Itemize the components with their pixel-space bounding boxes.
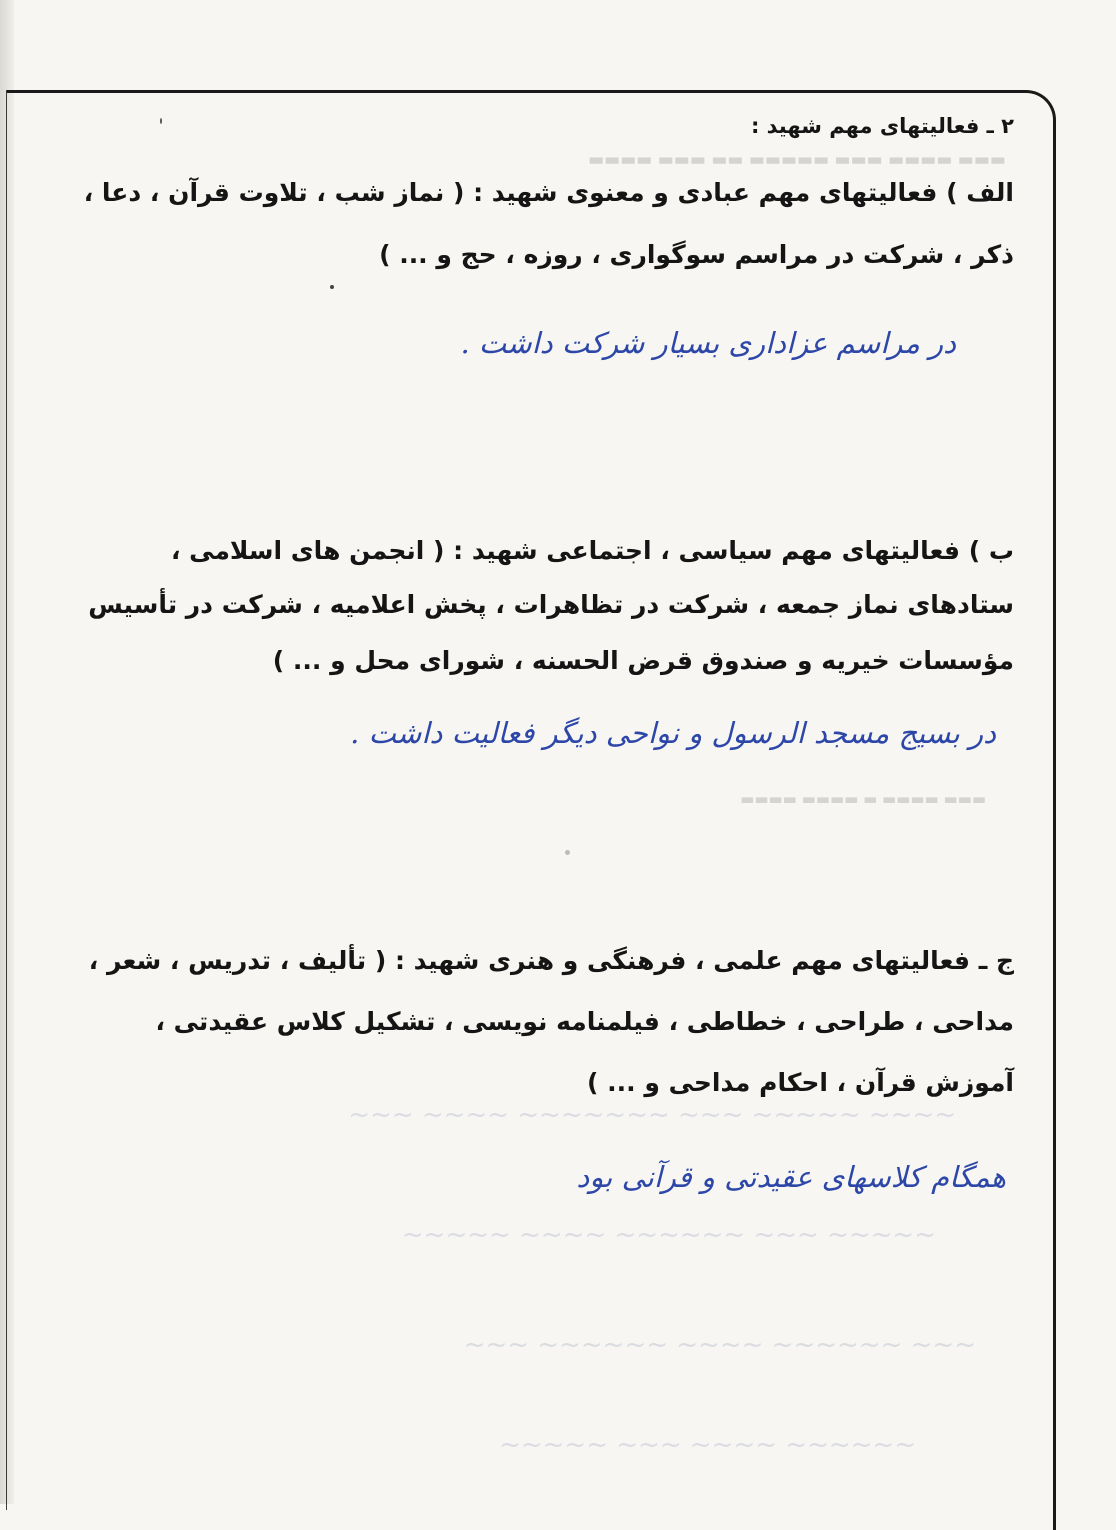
alef-handwritten-answer: در مراسم عزاداری بسیار شرکت داشت . — [460, 326, 956, 360]
be-line-3: مؤسسات خیریه و صندوق قرض الحسنه ، شورای محل و ... ) — [272, 646, 1014, 675]
bleed-through: ~~~~~ ~~~ ~~~~~~ ~~~~ ~~~~~ — [401, 1220, 936, 1250]
scan-speck — [330, 285, 334, 289]
bleed-through: ~~~~ ~~~~~ ~~~ ~~~~~~~ ~~~~ ~~~ — [348, 1100, 956, 1130]
bleed-through: ~~~~~~ ~~~~ ~~~ ~~~~~ — [499, 1430, 916, 1460]
alef-line-1: الف ) فعالیتهای مهم عبادی و معنوی شهید : ( نماز شب ، تلاوت قرآن ، دعا ، — [83, 178, 1014, 207]
jim-handwritten-answer: همگام کلاسهای عقیدتی و قرآنی بود — [576, 1160, 1006, 1194]
jim-line-3: آموزش قرآن ، احکام مداحی و ... ) — [587, 1068, 1014, 1097]
bleed-through: ▬▬▬ ▬▬▬▬ ▬▬▬ ▬▬▬▬▬ ▬▬ ▬▬▬ ▬▬▬▬ — [588, 150, 1006, 170]
section-heading: ۲ ـ فعالیتهای مهم شهید : — [750, 114, 1014, 138]
bleed-through: ▬▬▬ ▬▬▬▬ ▬ ▬▬▬▬ ▬▬▬▬ — [740, 790, 986, 808]
be-handwritten-answer: در بسیج مسجد الرسول و نواحی دیگر فعالیت داشت . — [350, 716, 996, 750]
be-line-1: ب ) فعالیتهای مهم سیاسی ، اجتماعی شهید : ( انجمن های اسلامی ، — [170, 536, 1014, 565]
be-line-2: ستادهای نماز جمعه ، شرکت در تظاهرات ، پخش اعلامیه ، شرکت در تأسیس — [88, 590, 1014, 619]
jim-line-1: ج ـ فعالیتهای مهم علمی ، فرهنگی و هنری شهید : ( تألیف ، تدریس ، شعر ، — [88, 946, 1014, 975]
scan-speck — [160, 118, 162, 124]
bleed-through: ~~~ ~~~~~~ ~~~~ ~~~~~~ ~~~ — [463, 1330, 976, 1360]
alef-line-2: ذکر ، شرکت در مراسم سوگواری ، روزه ، حج و ... ) — [379, 240, 1014, 269]
scan-speck — [565, 850, 570, 855]
jim-line-2: مداحی ، طراحی ، خطاطی ، فیلمنامه نویسی ، تشکیل کلاس عقیدتی ، — [155, 1007, 1014, 1036]
frame-left-rule — [6, 90, 7, 1510]
page-frame — [6, 90, 1056, 1530]
